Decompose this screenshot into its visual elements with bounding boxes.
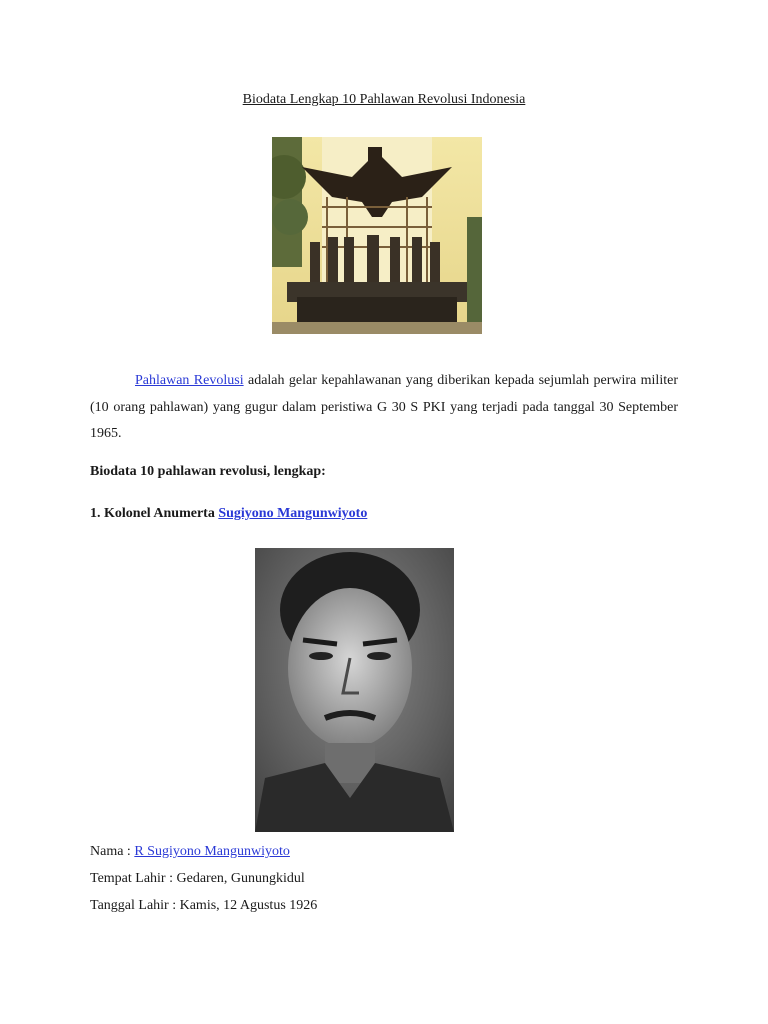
document-title: Biodata Lengkap 10 Pahlawan Revolusi Indonesia [242, 92, 526, 107]
hero1-portrait [255, 548, 454, 832]
pahlawan-revolusi-link[interactable]: Pahlawan Revolusi [135, 373, 244, 388]
monument-photo [272, 137, 482, 334]
intro-text: adalah gelar kepahlawanan yang diberikan kepada sejumlah perwira militer (10 orang pahlawan) yang gugur dalam peristiwa G 30 S PKI yang terjadi pada tanggal 30 September 1965. [90, 373, 678, 441]
nama-label: Nama : [90, 844, 135, 859]
hero1-name-link[interactable]: Sugiyono Mangunwiyoto [218, 506, 368, 521]
hero1-nama-link[interactable]: R Sugiyono Mangunwiyoto [134, 844, 290, 859]
hero1-heading-prefix: 1. Kolonel Anumerta [90, 506, 219, 521]
list-heading: Biodata 10 pahlawan revolusi, lengkap: [90, 464, 326, 479]
hero1-tanggal-lahir: Tanggal Lahir : Kamis, 12 Agustus 1926 [90, 898, 318, 913]
hero1-nama [90, 844, 290, 860]
hero1-heading [90, 506, 367, 522]
hero1-tempat-lahir: Tempat Lahir : Gedaren, Gunungkidul [90, 871, 305, 886]
intro-paragraph [90, 368, 678, 448]
